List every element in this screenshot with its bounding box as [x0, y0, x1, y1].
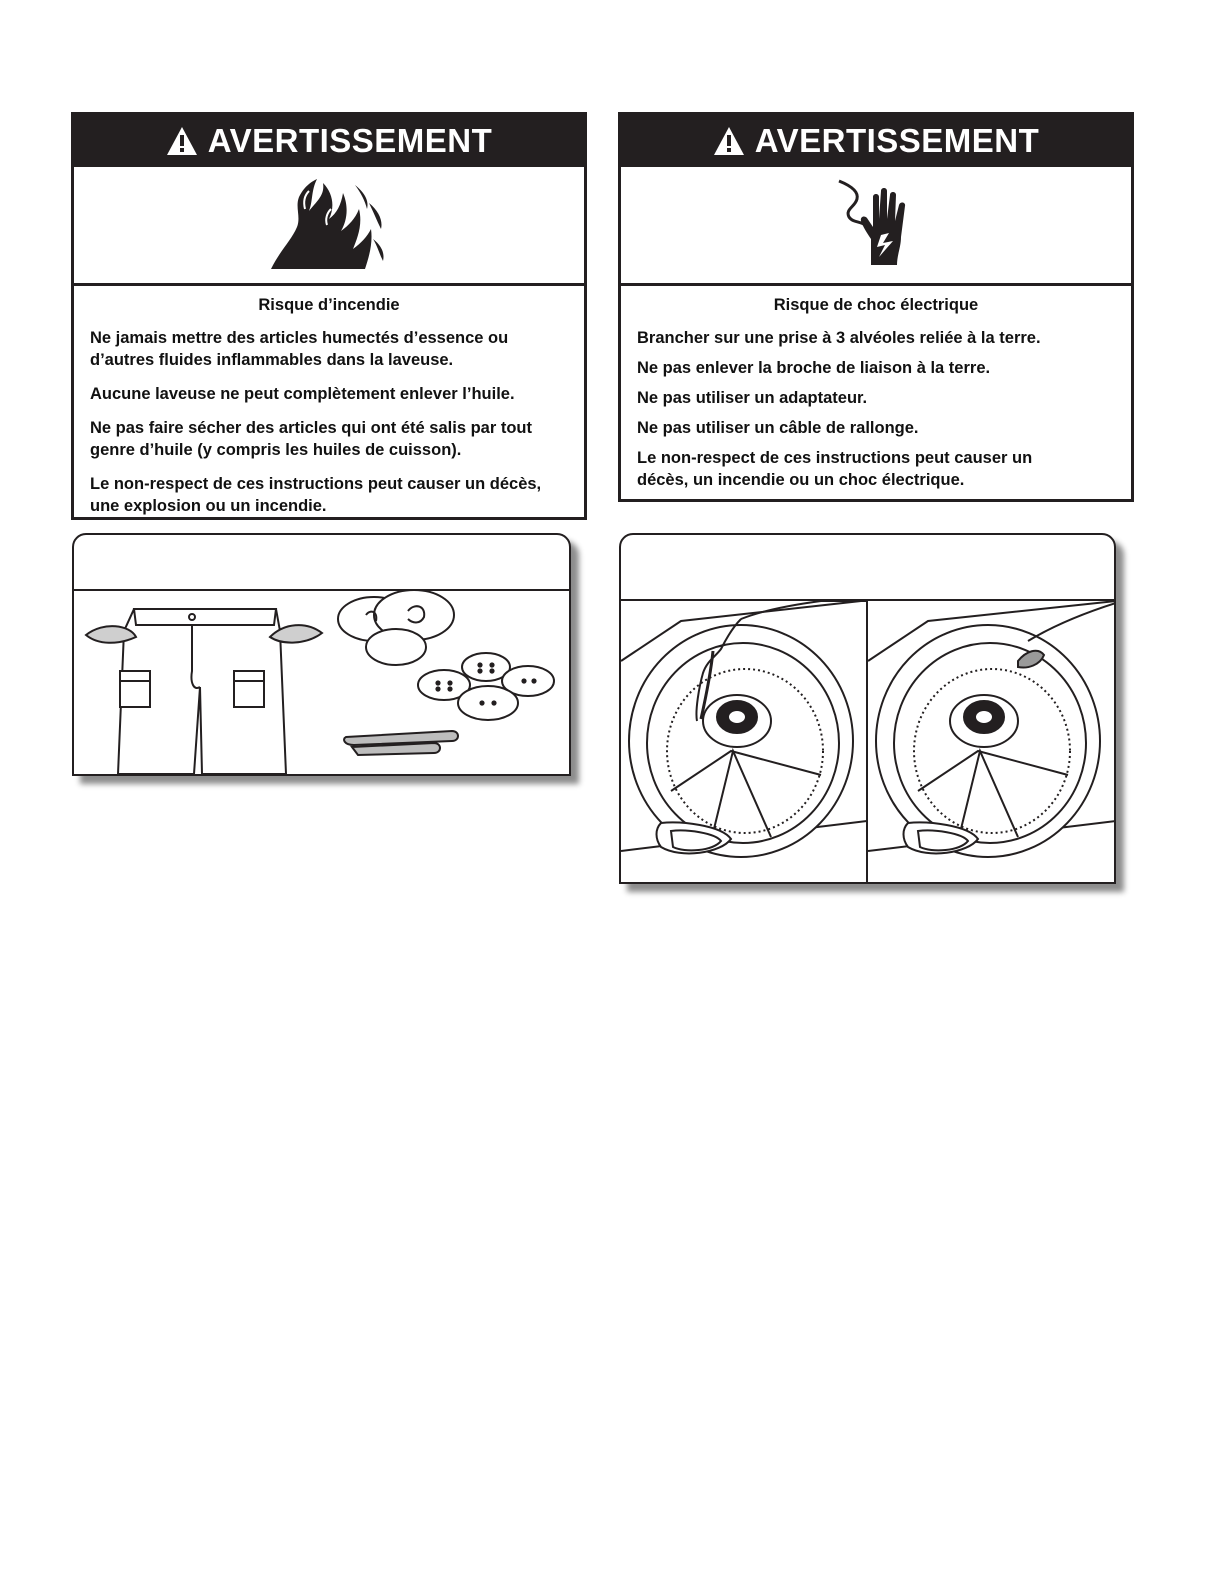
warning-body	[74, 286, 584, 527]
warning-header	[621, 115, 1131, 167]
warning-title: Risque de choc électrique	[773, 296, 979, 314]
pants-and-small-items-illustration	[74, 591, 569, 774]
washer-tub-panel	[619, 533, 1116, 884]
warning-header	[74, 115, 584, 167]
electric-shock-warning-box	[618, 112, 1134, 502]
warning-header-text: AVERTISSEMENT	[207, 122, 493, 159]
panel-illustration	[74, 591, 569, 774]
warning-body	[621, 286, 1131, 501]
warning-title: Risque d’incendie	[258, 296, 400, 314]
warning-triangle-icon	[166, 126, 198, 156]
warning-line: Brancher sur une prise à 3 alvéoles reliée à la terre.	[637, 329, 1041, 347]
fire-icon	[269, 179, 389, 271]
warning-line: Ne pas utiliser un câble de rallonge.	[637, 419, 919, 437]
electric-shock-hand-icon	[831, 177, 921, 273]
electric-icon-area	[621, 167, 1131, 286]
fire-warning-box	[71, 112, 587, 520]
warning-line: Le non-respect de ces instructions peut causer un décès, une explosion ou un incendie.	[90, 475, 542, 515]
warning-line: Ne pas utiliser un adaptateur.	[637, 389, 868, 407]
panel-header	[621, 535, 1114, 601]
empty-pockets-panel	[72, 533, 571, 776]
warning-line: Ne jamais mettre des articles humectés d’essence ou d’autres fluides inflammables dans la laveuse.	[90, 329, 509, 369]
warning-line: Le non-respect de ces instructions peut causer un décès, un incendie ou un choc électrique.	[637, 449, 1033, 489]
panel-illustration	[621, 601, 1114, 882]
warning-triangle-icon	[713, 126, 745, 156]
panel-header	[74, 535, 569, 591]
washer-tub-right-illustration	[868, 601, 1116, 882]
warning-line: Ne pas enlever la broche de liaison à la terre.	[637, 359, 991, 377]
warning-header-text: AVERTISSEMENT	[754, 122, 1040, 159]
washer-tub-left-illustration	[621, 601, 867, 882]
warning-line: Ne pas faire sécher des articles qui ont été salis par tout genre d’huile (y compris les huiles de cuisson).	[90, 419, 532, 459]
fire-icon-area	[74, 167, 584, 286]
warning-line: Aucune laveuse ne peut complètement enlever l’huile.	[90, 385, 515, 403]
